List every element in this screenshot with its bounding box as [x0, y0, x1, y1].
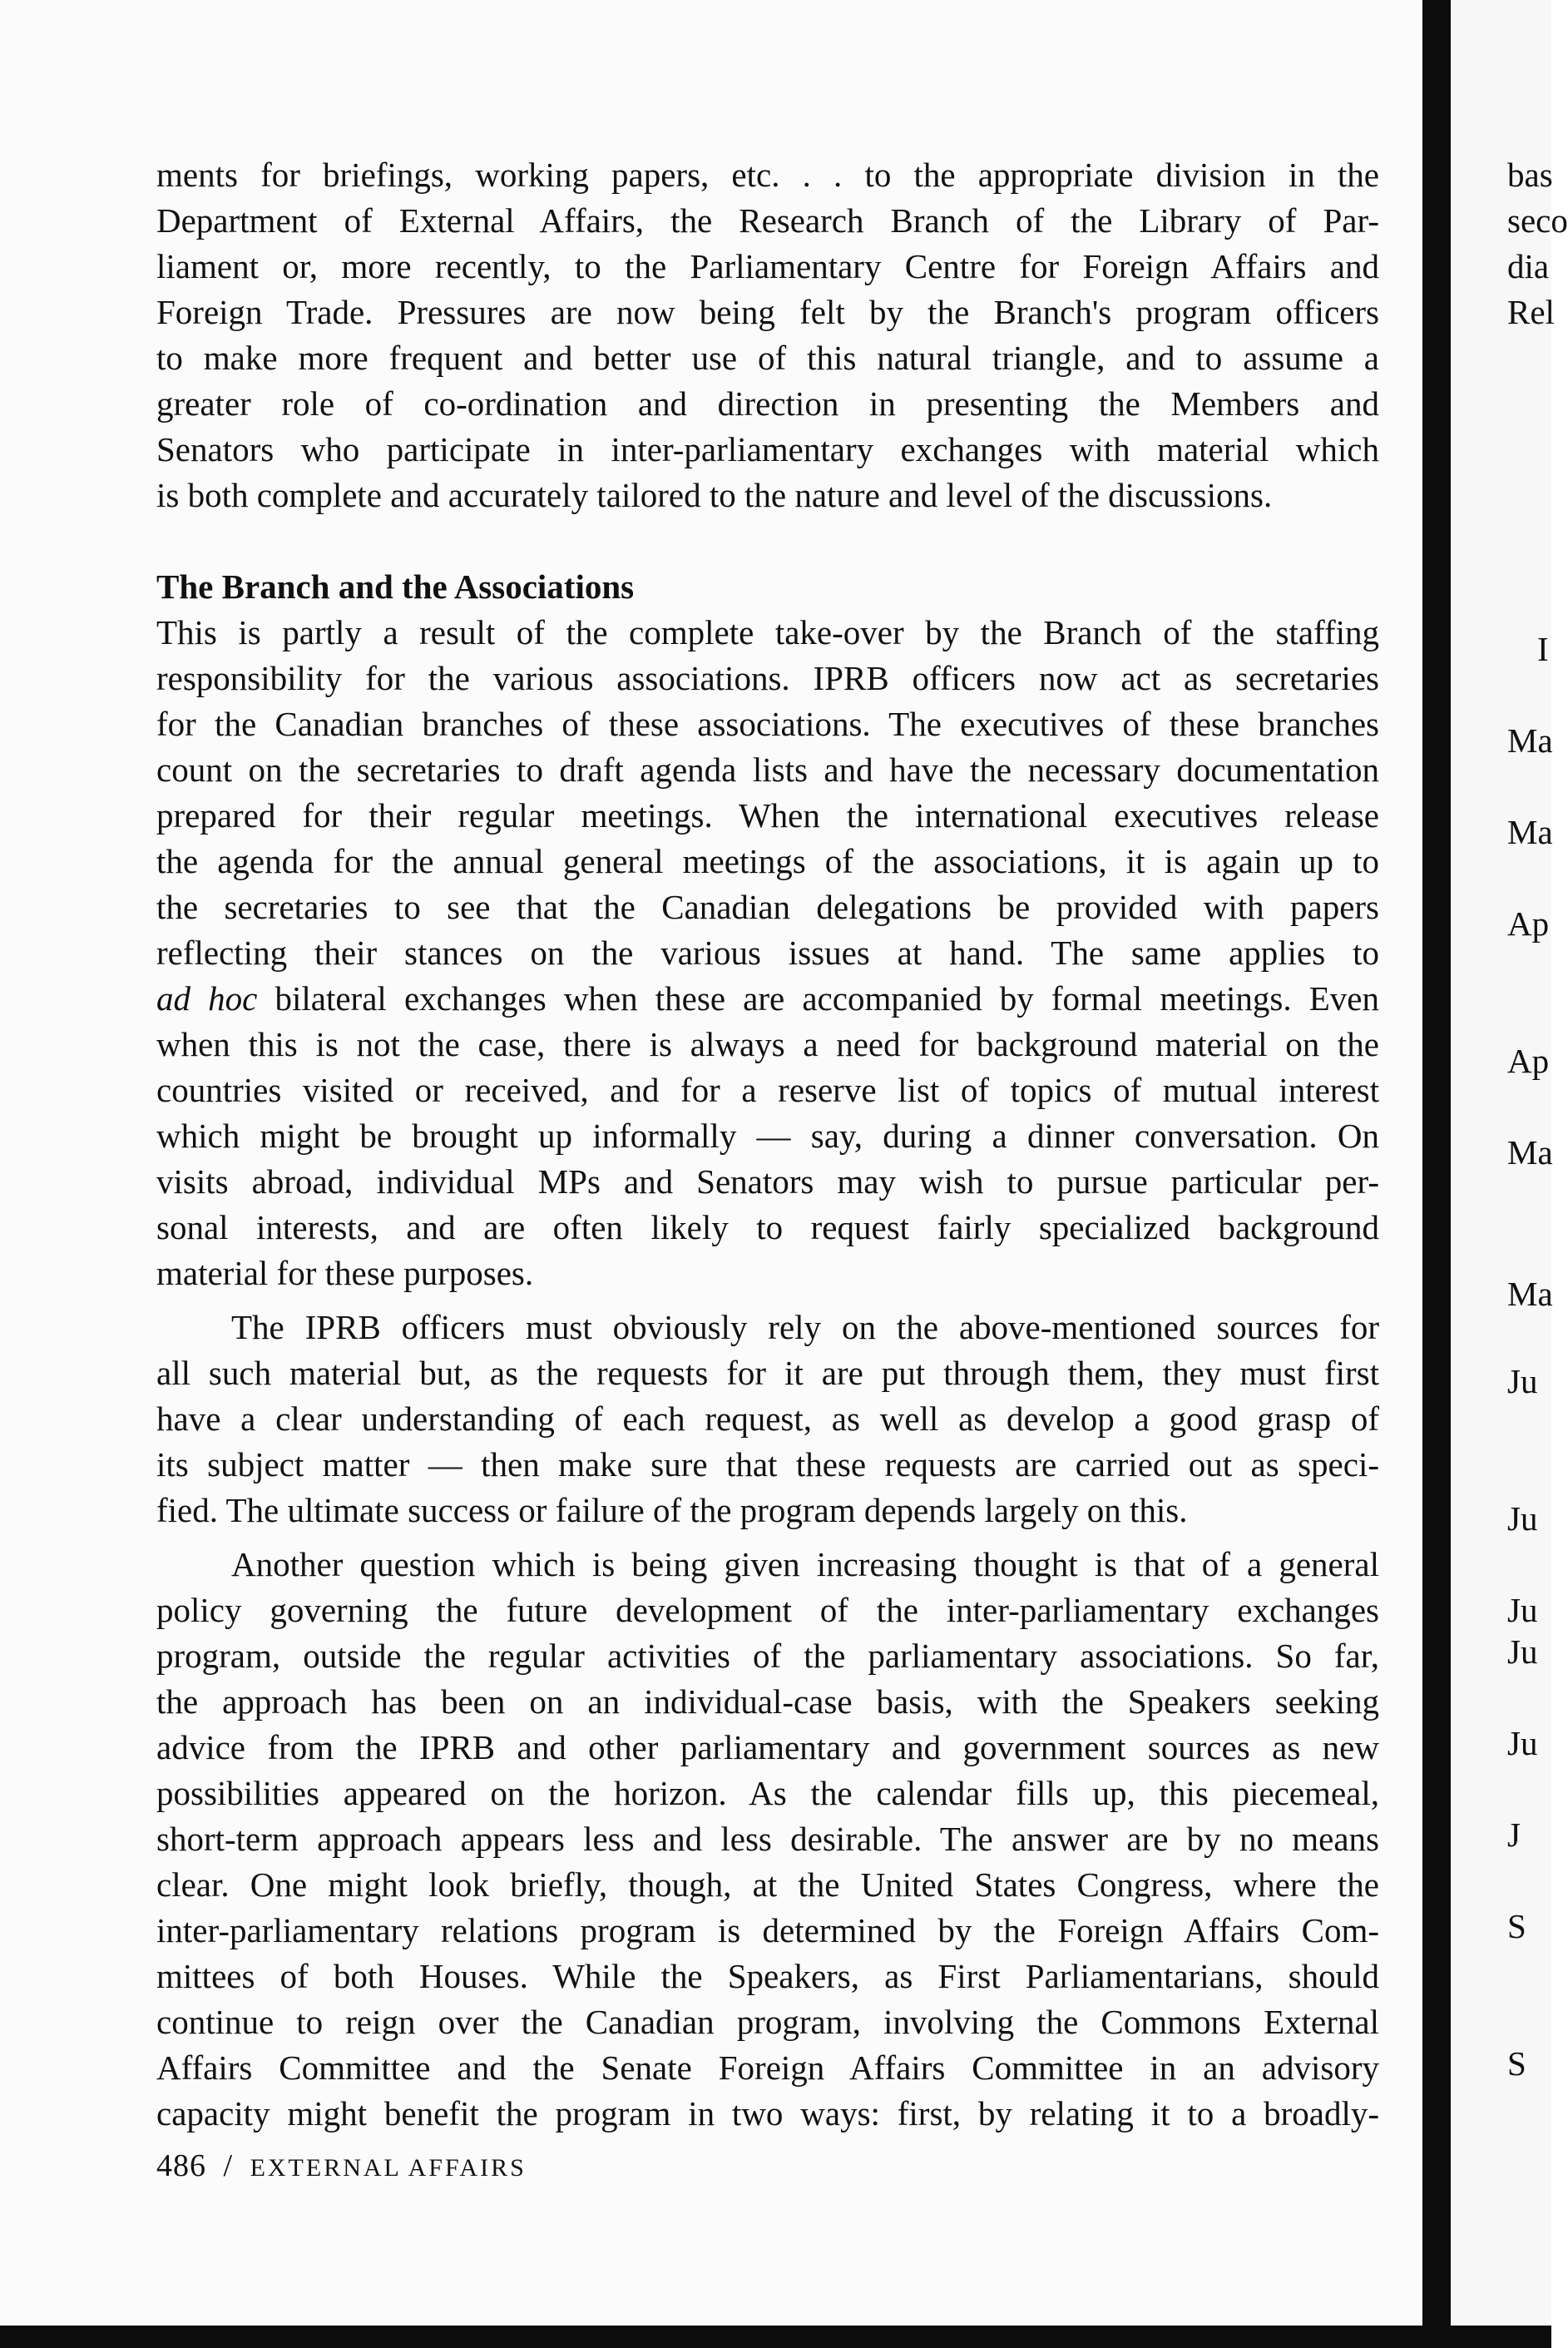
text-line: clear. One might look briefly, though, at the United States Congress, where the: [156, 1865, 1379, 1904]
text-line: the agenda for the annual general meetings of the associations, it is again up to: [156, 842, 1379, 880]
page-footer: [156, 2145, 527, 2189]
text-line: prepared for their regular meetings. When the international executives release: [156, 796, 1379, 835]
right-page: [1451, 0, 1551, 2348]
text-line: Foreign Trade. Pressures are now being felt by the Branch's program officers: [156, 293, 1379, 331]
text-line: liament or, more recently, to the Parliamentary Centre for Foreign Affairs and: [156, 247, 1379, 285]
text-line: for the Canadian branches of these associations. The executives of these branches: [156, 705, 1379, 743]
right-page-text: Ma: [1507, 813, 1553, 851]
text-line: possibilities appeared on the horizon. As the calendar fills up, this piecemeal,: [156, 1774, 1379, 1812]
right-page-text: Rel: [1507, 293, 1555, 331]
text-line: its subject matter — then make sure that these requests are carried out as speci-: [156, 1445, 1379, 1484]
right-page-text: S: [1507, 1907, 1526, 1945]
right-page-text: Ju: [1507, 1362, 1538, 1400]
text-line: responsibility for the various associations. IPRB officers now act as secretaries: [156, 659, 1379, 697]
text-line: continue to reign over the Canadian program, involving the Commons External: [156, 2003, 1379, 2041]
text-line: policy governing the future development of the inter-parliamentary exchanges: [156, 1591, 1379, 1629]
text-line: all such material but, as the requests for it are put through them, they must first: [156, 1354, 1379, 1392]
text-line: Senators who participate in inter-parliamentary exchanges with material which: [156, 430, 1379, 468]
text-line: inter-parliamentary relations program is determined by the Foreign Affairs Com-: [156, 1911, 1379, 1949]
text-line: is both complete and accurately tailored to the nature and level of the discussions.: [156, 476, 1273, 514]
right-page-text: Ap: [1507, 1042, 1550, 1080]
right-page-text: Ju: [1507, 1724, 1538, 1762]
text-line: count on the secretaries to draft agenda lists and have the necessary documentation: [156, 750, 1379, 789]
page-number: 486: [156, 2148, 206, 2183]
footer-separator: /: [223, 2148, 234, 2183]
text-line: fied. The ultimate success or failure of the program depends largely on this.: [156, 1491, 1188, 1529]
text-line: countries visited or received, and for a reserve list of topics of mutual interest: [156, 1071, 1379, 1109]
text-line: material for these purposes.: [156, 1254, 534, 1292]
right-page-text: Ju: [1507, 1499, 1538, 1538]
text-line: Affairs Committee and the Senate Foreign Affairs Committee in an advisory: [156, 2048, 1379, 2087]
running-title: EXTERNAL AFFAIRS: [250, 2154, 527, 2182]
right-page-text: J: [1507, 1815, 1521, 1854]
right-page-text: dia: [1507, 247, 1550, 285]
text-line: short-term approach appears less and less desirable. The answer are by no means: [156, 1820, 1379, 1858]
right-page-text: Ma: [1507, 721, 1553, 760]
text-line: mittees of both Houses. While the Speakers, as First Parliamentarians, should: [156, 1957, 1379, 1995]
text-line: ments for briefings, working papers, etc. . . to the appropriate division in the: [156, 156, 1379, 194]
right-page-text: I: [1537, 630, 1549, 668]
right-page-text: Ju: [1507, 1632, 1538, 1671]
text-line: The IPRB officers must obviously rely on the above-mentioned sources for: [231, 1308, 1379, 1346]
text-line: program, outside the regular activities of the parliamentary associations. So far,: [156, 1637, 1379, 1675]
text-line: have a clear understanding of each request, as well as develop a good grasp of: [156, 1399, 1379, 1438]
text-line: Another question which is being given increasing thought is that of a general: [231, 1545, 1379, 1583]
text-line: capacity might benefit the program in two ways: first, by relating it to a broadly-: [156, 2094, 1379, 2133]
text-line: Department of External Affairs, the Research Branch of the Library of Par-: [156, 201, 1379, 240]
text-line: to make more frequent and better use of this natural triangle, and to assume a: [156, 339, 1379, 377]
right-page-text: bas: [1507, 156, 1553, 194]
text-line: which might be brought up informally — say, during a dinner conversation. On: [156, 1117, 1379, 1155]
text-line: the secretaries to see that the Canadian delegations be provided with papers: [156, 888, 1379, 926]
right-page-text: Ju: [1507, 1591, 1538, 1629]
book-binding: [1422, 0, 1451, 2348]
scan-bottom-edge: [0, 2326, 1551, 2348]
text-line: the approach has been on an individual-case basis, with the Speakers seeking: [156, 1682, 1379, 1721]
right-page-text: seco: [1507, 201, 1568, 240]
text-line: advice from the IPRB and other parliamentary and government sources as new: [156, 1728, 1379, 1766]
text-line: sonal interests, and are often likely to request fairly specialized background: [156, 1208, 1379, 1246]
text-line: visits abroad, individual MPs and Senators may wish to pursue particular per-: [156, 1162, 1379, 1201]
text-line: reflecting their stances on the various issues at hand. The same applies to: [156, 934, 1379, 972]
right-page-text: Ma: [1507, 1275, 1553, 1313]
right-page-text: Ap: [1507, 904, 1550, 943]
right-page-text: Ma: [1507, 1133, 1553, 1172]
section-heading: The Branch and the Associations: [156, 567, 635, 606]
text-line: This is partly a result of the complete take-over by the Branch of the staffing: [156, 613, 1379, 651]
right-page-text: S: [1507, 2044, 1526, 2083]
text-line: when this is not the case, there is always a need for background material on the: [156, 1025, 1379, 1063]
text-line: ad hoc bilateral exchanges when these are accompanied by formal meetings. Even: [156, 979, 1379, 1018]
text-line: greater role of co-ordination and direction in presenting the Members and: [156, 384, 1379, 423]
